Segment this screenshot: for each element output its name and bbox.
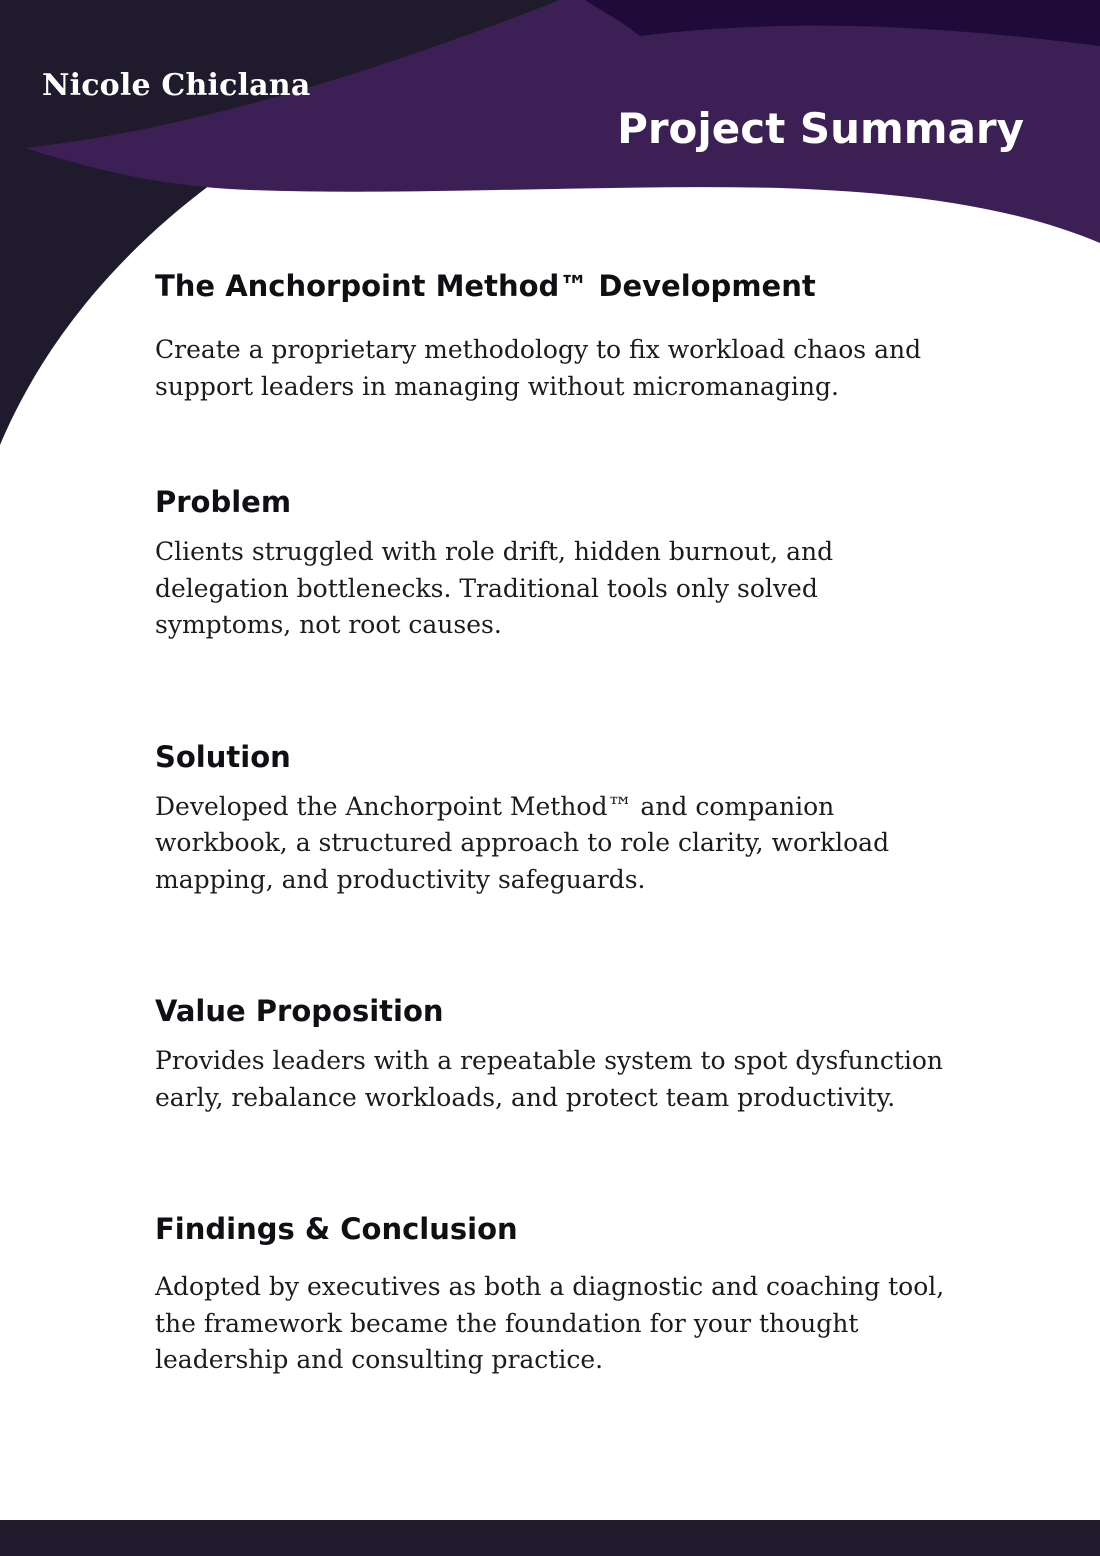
section-value-proposition — [155, 987, 955, 1116]
section-solution — [155, 733, 955, 899]
page-title: Project Summary — [617, 104, 1024, 153]
section-body: Provides leaders with a repeatable system to spot dysfunction early, rebalance workloads, and protect team productivity. — [155, 1046, 944, 1112]
author-name: Nicole Chiclana — [42, 68, 311, 103]
section-body: Developed the Anchorpoint Method™ and companion workbook, a structured approach to role clarity, workload mapping, and productivity safeguards. — [155, 791, 890, 894]
section-heading: The Anchorpoint Method™ Development — [155, 269, 816, 303]
section-heading: Value Proposition — [155, 994, 444, 1028]
section-project-overview — [155, 262, 955, 405]
section-heading: Problem — [155, 485, 292, 519]
section-findings-conclusion — [155, 1205, 955, 1379]
summary-content — [155, 262, 955, 1379]
section-heading: Solution — [155, 739, 291, 774]
footer-bar — [0, 1520, 1100, 1556]
section-body: Clients struggled with role drift, hidden burnout, and delegation bottlenecks. Traditional tools only solved symptoms, not root causes. — [155, 537, 834, 639]
section-body: Adopted by executives as both a diagnostic and coaching tool, the framework became the foundation for your thought leadership and consulting practice. — [155, 1272, 945, 1374]
section-heading: Findings & Conclusion — [155, 1212, 518, 1246]
section-problem — [155, 478, 955, 644]
section-body: Create a proprietary methodology to fix workload chaos and support leaders in managing without micromanaging. — [155, 335, 922, 401]
